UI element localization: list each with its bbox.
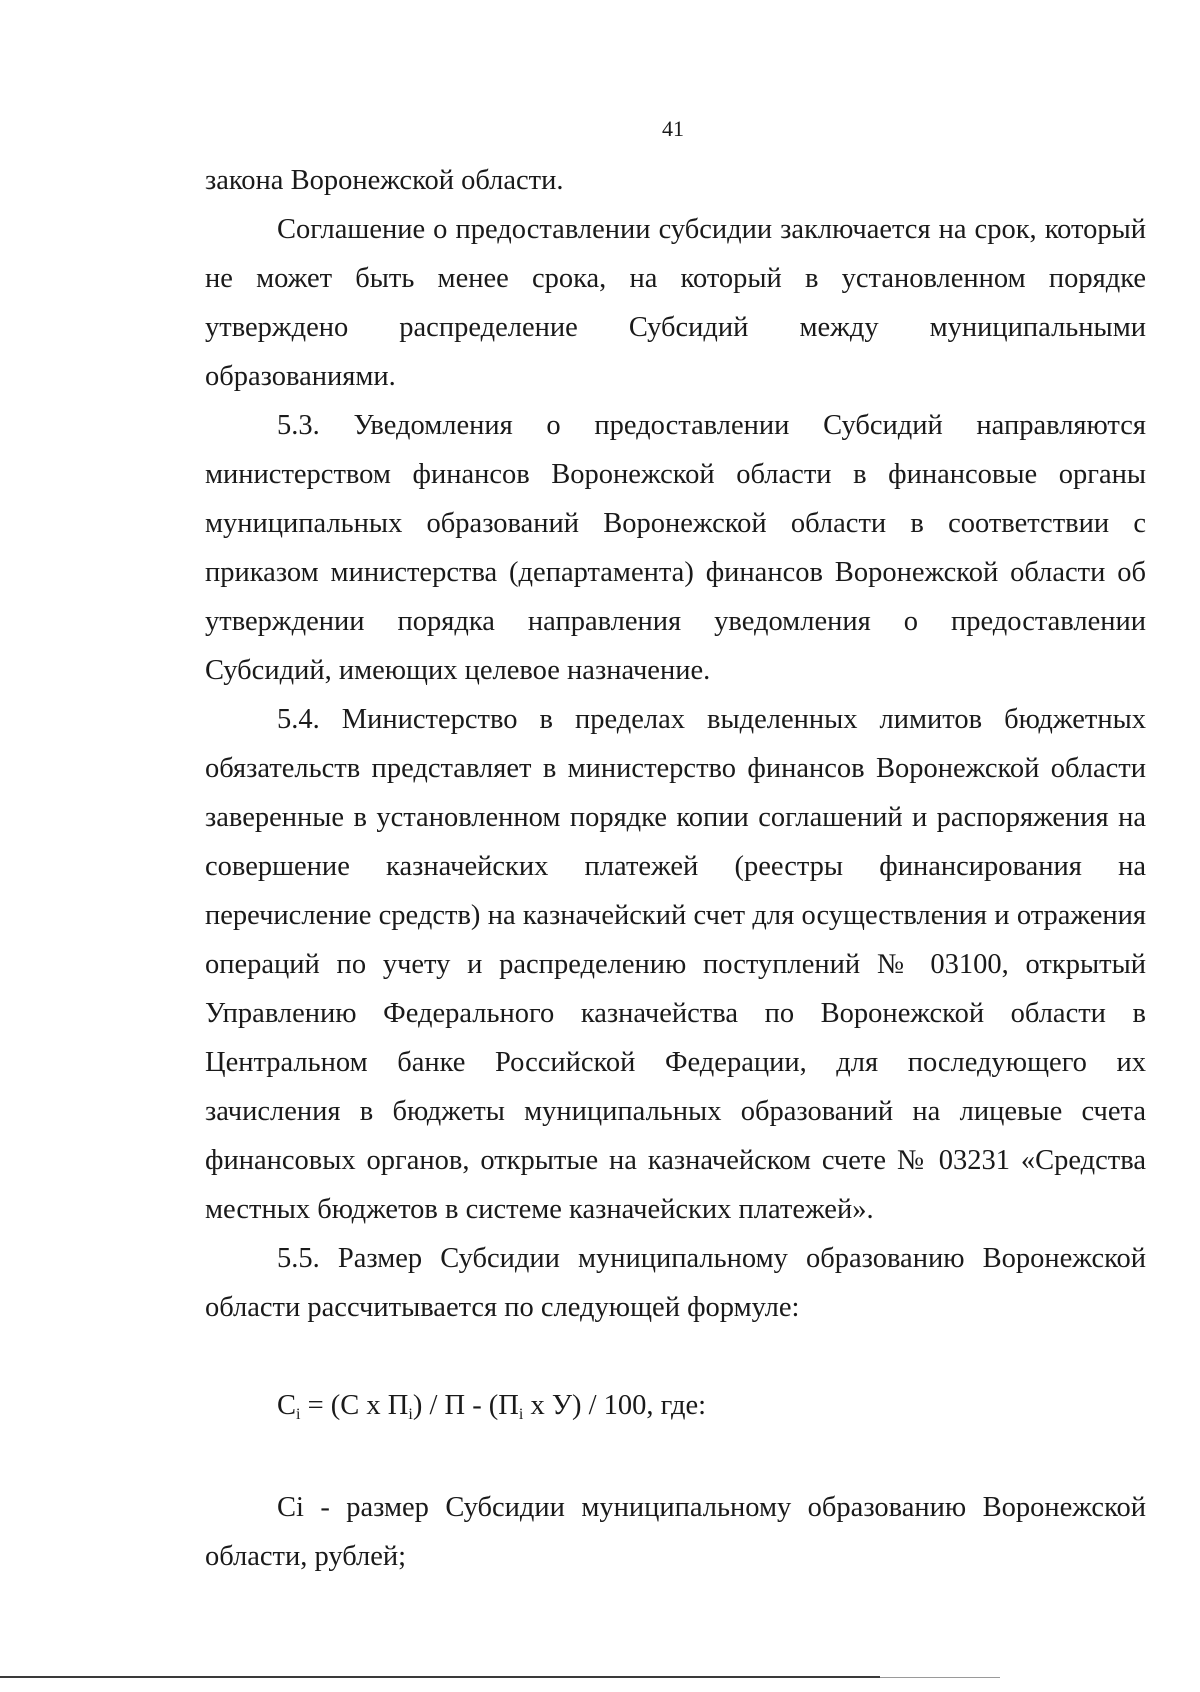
page-bottom-rule <box>0 1676 880 1678</box>
spacer <box>205 1434 1146 1483</box>
subsidy-formula: $C_i = (С$ х $П_i$) / П - ($П_i$ х У) / 100, где: <box>277 1390 707 1423</box>
paragraph-5-4: 5.4. Министерство в пределах выделенных лимитов бюджетных обязательств представляет в министерство финансов Воронежской области заверенные в установленном порядке копии соглашений и распоряжения на совершение казначейских платежей (реестры финансирования на перечисление средств) на казначейский счет для осуществления и отражения операций по учету и распределению поступлений № 03100, открытый Управлению Федерального казначейства по Воронежской области в Центральном банке Российской Федерации, для последующего их зачисления в бюджеты муниципальных образований на лицевые счета финансовых органов, открытые на казначейском счете № 03231 «Средства местных бюджетов в системе казначейских платежей». <box>205 704 1146 1225</box>
spacer <box>205 1332 1146 1381</box>
page-number: 41 <box>662 116 684 141</box>
formula-line <box>205 1381 1146 1434</box>
paragraph-ci-definition: Ci - размер Субсидии муниципальному образованию Воронежской области, рублей; <box>205 1492 1146 1572</box>
paragraph-continuation: закона Воронежской области. <box>205 165 564 196</box>
paragraph-5-5: 5.5. Размер Субсидии муниципальному образованию Воронежской области рассчитывается по следующей формуле: <box>205 1243 1146 1323</box>
paragraph-agreement-term: Соглашение о предоставлении субсидии заключается на срок, который не может быть менее срока, на который в установленном порядке утверждено распределение Субсидий между муниципальными образованиями. <box>205 214 1146 392</box>
page-bottom-rule-faint <box>880 1677 1000 1678</box>
document-body <box>205 156 1146 1581</box>
paragraph-5-3: 5.3. Уведомления о предоставлении Субсидий направляются министерством финансов Воронежской области в финансовые органы муниципальных образований Воронежской области в соответствии с приказом министерства (департамента) финансов Воронежской области об утверждении порядка направления уведомления о предоставлении Субсидий, имеющих целевое назначение. <box>205 410 1146 686</box>
